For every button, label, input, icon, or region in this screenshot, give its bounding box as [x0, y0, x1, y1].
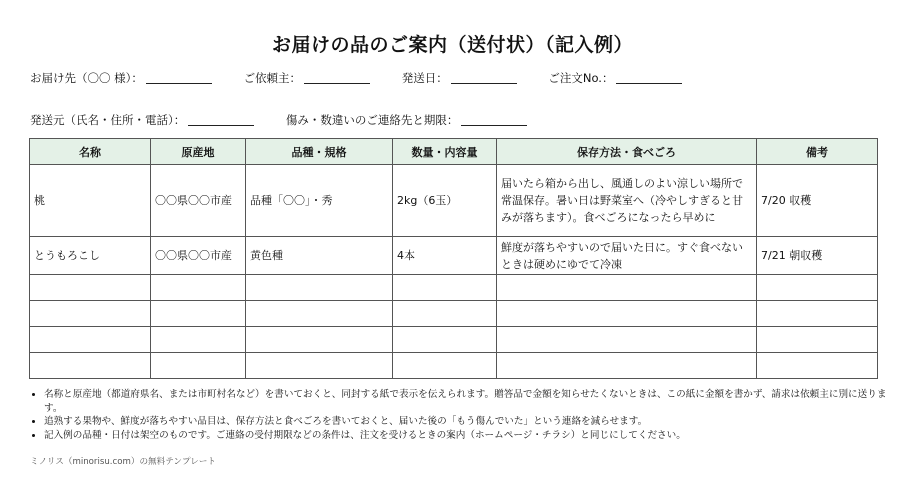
field-requester	[244, 70, 371, 86]
cell-remarks[interactable]	[757, 275, 878, 301]
cell-quantity[interactable]: 4本	[393, 237, 497, 275]
cell-name[interactable]: 桃	[30, 165, 151, 237]
cell-name[interactable]	[30, 327, 151, 353]
table-row	[30, 327, 878, 353]
order-no-blank[interactable]	[616, 71, 682, 84]
cell-name[interactable]	[30, 275, 151, 301]
table-header-row	[30, 139, 878, 165]
cell-storage[interactable]	[497, 353, 757, 379]
field-label: お届け先（〇〇 様）：	[30, 71, 143, 85]
note-item: • 記入例の品種・日付は架空のものです。ご連絡の受付期限などの条件は、注文を受けるときの案内（ホームページ・チラシ）と同じにしてください。	[44, 429, 894, 443]
cell-name[interactable]	[30, 353, 151, 379]
field-label: 傷み・数違いのご連絡先と期限：	[285, 113, 459, 127]
cell-variety[interactable]	[246, 275, 393, 301]
header-name: 名称	[30, 139, 151, 165]
field-label: ご依頼主：	[243, 71, 302, 85]
requester-blank[interactable]	[304, 71, 370, 84]
cell-quantity[interactable]	[393, 353, 497, 379]
field-contact-deadline	[286, 112, 528, 128]
template-credit: ミノリス（minorisu.com）の無料テンプレート	[30, 457, 217, 467]
table-row	[30, 301, 878, 327]
cell-remarks[interactable]	[757, 301, 878, 327]
notes-list	[30, 388, 894, 442]
cell-remarks[interactable]	[757, 353, 878, 379]
field-row-2	[30, 112, 555, 128]
note-item: • 追熟する果物や、鮮度が落ちやすい品目は、保存方法と食べごろを書いておくと、届いた後の「もう傷んでいた」という連絡を減らせます。	[44, 415, 894, 429]
header-storage: 保存方法・食べごろ	[497, 139, 757, 165]
table-row	[30, 275, 878, 301]
field-row-1	[30, 70, 710, 86]
header-variety: 品種・規格	[246, 139, 393, 165]
cell-variety[interactable]	[246, 353, 393, 379]
cell-remarks[interactable]	[757, 327, 878, 353]
field-ship-date	[402, 70, 517, 86]
cell-origin[interactable]: 〇〇県〇〇市産	[151, 165, 246, 237]
cell-origin[interactable]	[151, 353, 246, 379]
cell-variety[interactable]	[246, 301, 393, 327]
cell-storage[interactable]	[497, 327, 757, 353]
table-row	[30, 353, 878, 379]
sender-blank[interactable]	[188, 113, 254, 126]
cell-origin[interactable]	[151, 301, 246, 327]
cell-origin[interactable]: 〇〇県〇〇市産	[151, 237, 246, 275]
cell-storage[interactable]	[497, 275, 757, 301]
field-label: 発送日：	[401, 71, 448, 85]
cell-variety[interactable]: 黄色種	[246, 237, 393, 275]
contact-deadline-blank[interactable]	[461, 113, 527, 126]
items-table	[29, 138, 878, 379]
ship-date-blank[interactable]	[451, 71, 517, 84]
cell-storage[interactable]	[497, 301, 757, 327]
header-remarks: 備考	[757, 139, 878, 165]
field-order-no	[548, 70, 682, 86]
cell-storage[interactable]: 鮮度が落ちやすいので届いた日に。すぐ食べないときは硬めにゆでて冷凍	[497, 237, 757, 275]
cell-remarks[interactable]: 7/20 収穫	[757, 165, 878, 237]
cell-quantity[interactable]: 2kg（6玉）	[393, 165, 497, 237]
table-row	[30, 165, 878, 237]
cell-variety[interactable]: 品種「〇〇」・秀	[246, 165, 393, 237]
field-sender	[30, 112, 254, 128]
cell-remarks[interactable]: 7/21 朝収穫	[757, 237, 878, 275]
cell-quantity[interactable]	[393, 275, 497, 301]
field-label: ご注文No.：	[548, 71, 614, 85]
page-title: お届けの品のご案内（送付状）（記入例）	[271, 34, 633, 56]
cell-variety[interactable]	[246, 327, 393, 353]
field-recipient	[30, 70, 212, 86]
note-item: • 名称と原産地（都道府県名、または市町村名など）を書いておくと、同封する紙で表示を伝えられます。贈答品で金額を知らせたくないときは、この紙に金額を書かず、請求は依頼主に別に送ります。	[44, 388, 894, 415]
cell-name[interactable]	[30, 301, 151, 327]
cell-quantity[interactable]	[393, 327, 497, 353]
field-label: 発送元（氏名・住所・電話）：	[30, 113, 186, 127]
header-origin: 原産地	[151, 139, 246, 165]
header-quantity: 数量・内容量	[393, 139, 497, 165]
cell-origin[interactable]	[151, 275, 246, 301]
recipient-blank[interactable]	[146, 71, 212, 84]
cell-storage[interactable]: 届いたら箱から出し、風通しのよい涼しい場所で常温保存。暑い日は野菜室へ（冷やしすぎると甘みが落ちます）。食べごろになったら早めに	[497, 165, 757, 237]
cell-name[interactable]: とうもろこし	[30, 237, 151, 275]
cell-origin[interactable]	[151, 327, 246, 353]
table-row	[30, 237, 878, 275]
cell-quantity[interactable]	[393, 301, 497, 327]
